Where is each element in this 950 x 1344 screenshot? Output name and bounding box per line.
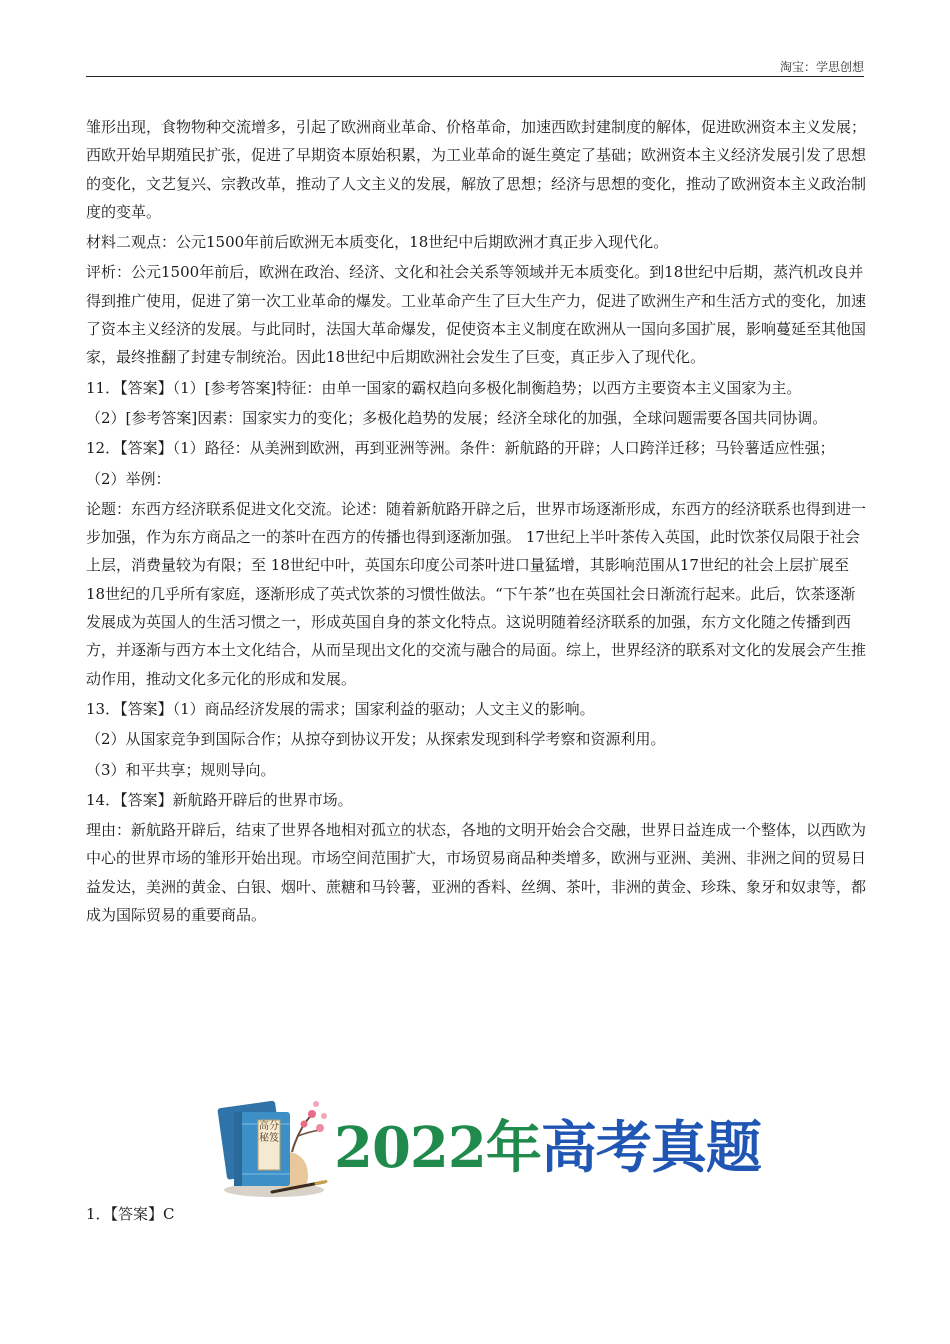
banner-year: 2022年 — [334, 1115, 541, 1181]
answer-14: 14．【答案】新航路开辟后的世界市场。 — [86, 790, 353, 809]
answer-12-part-1: 12．【答案】（1）路径：从美洲到欧洲，再到亚洲等洲。条件：新航路的开辟；人口跨洋迁移；马铃薯适应性强； — [86, 439, 835, 458]
answer-11-part-1: 11．【答案】（1）[参考答案]特征：由单一国家的霸权趋向多极化制衡趋势；以西方主要资本主义国家为主。 — [86, 378, 802, 397]
answer-12-part-2: （2）举例： — [86, 469, 171, 488]
banner-heading: 高考真题 — [540, 1115, 761, 1181]
header-text: 淘宝：学思创想 — [779, 60, 864, 74]
paragraph: 雏形出现，食物物种交流增多，引起了欧洲商业革命、价格革命，加速西欧封建制度的解体，促进欧洲资本主义发展；西欧开始早期殖民扩张，促进了早期资本原始积累，为工业革命的诞生奠定了基础；欧洲资本主义经济发展引发了思想的变化，文艺复兴、宗教改革，推动了人文主义的发展，解放了思想；经济与思想的变化，推动了欧洲资本主义政治制度的变革。 — [86, 118, 867, 221]
banner-title — [334, 1104, 761, 1184]
answer-13-part-2: （2）从国家竞争到国际合作；从掠夺到协议开发；从探索发现到科学考察和资源利用。 — [86, 730, 666, 749]
answer-13-part-1: 13．【答案】（1）商品经济发展的需求；国家利益的驱动；人文主义的影响。 — [86, 699, 595, 718]
document-body — [86, 113, 866, 929]
paragraph: 评析：公元1500年前后，欧洲在政治、经济、文化和社会关系等领域并无本质变化。到18世纪中后期，蒸汽机改良并得到推广使用，促进了第一次工业革命的爆发。工业革命产生了巨大生产力，促进了欧洲生产和生活方式的变化，加速了资本主义经济的发展。与此同时，法国大革命爆发，促使资本主义制度在欧洲从一国向多国扩展，影响蔓延至其他国家，最终推翻了封建专制统治。因此18世纪中后期欧洲社会发生了巨变，真正步入了现代化。 — [86, 263, 867, 367]
section-banner — [212, 1090, 761, 1200]
answer-11-part-2: （2）[参考答案]因素：国家实力的变化；多极化趋势的发展；经济全球化的加强，全球问题需要各国共同协调。 — [86, 408, 828, 427]
paragraph: 理由：新航路开辟后，结束了世界各地相对孤立的状态，各地的文明开始会合交融，世界日益连成一个整体，以西欧为中心的世界市场的雏形开始出现。市场空间范围扩大，市场贸易商品种类增多，欧洲与亚洲、美洲、非洲之间的贸易日益发达，美洲的黄金、白银、烟叶、蔗糖和马铃薯，亚洲的香料、丝绸、茶叶，非洲的黄金、珍珠、象牙和奴隶等，都成为国际贸易的重要商品。 — [86, 821, 867, 925]
answer-1: 1．【答案】C — [86, 1205, 175, 1223]
book-label: 高分秘笈 — [259, 1121, 279, 1144]
book-stack-icon — [212, 1090, 330, 1200]
paragraph: 材料二观点：公元1500年前后欧洲无本质变化，18世纪中后期欧洲才真正步入现代化。 — [86, 233, 669, 252]
page-header — [86, 56, 864, 77]
paragraph: 论题：东西方经济联系促进文化交流。论述：随着新航路开辟之后，世界市场逐渐形成，东西方的经济联系也得到进一步加强，作为东方商品之一的茶叶在西方的传播也得到逐渐加强。 17世纪上半叶茶传入英国，此时饮茶仅局限于社会上层，消费量较为有限；至 18世纪中叶，英国东印度公司茶叶进口量猛增，其影响范围从17世纪的社会上层扩展至18世纪的几乎所有家庭，逐渐形成了英式饮茶的习惯性做法。“下午茶”也在英国社会日渐流行起来。此后，饮茶逐渐发展成为英国人的生活习惯之一，形成英国自身的茶文化特点。这说明随着经济联系的加强，东方文化随之传播到西方，并逐渐与西方本土文化结合，从而呈现出文化的交流与融合的局面。综上，世界经济的联系对文化的发展会产生推动作用，推动文化多元化的形成和发展。 — [86, 499, 867, 688]
answer-13-part-3: （3）和平共享；规则导向。 — [86, 760, 276, 779]
